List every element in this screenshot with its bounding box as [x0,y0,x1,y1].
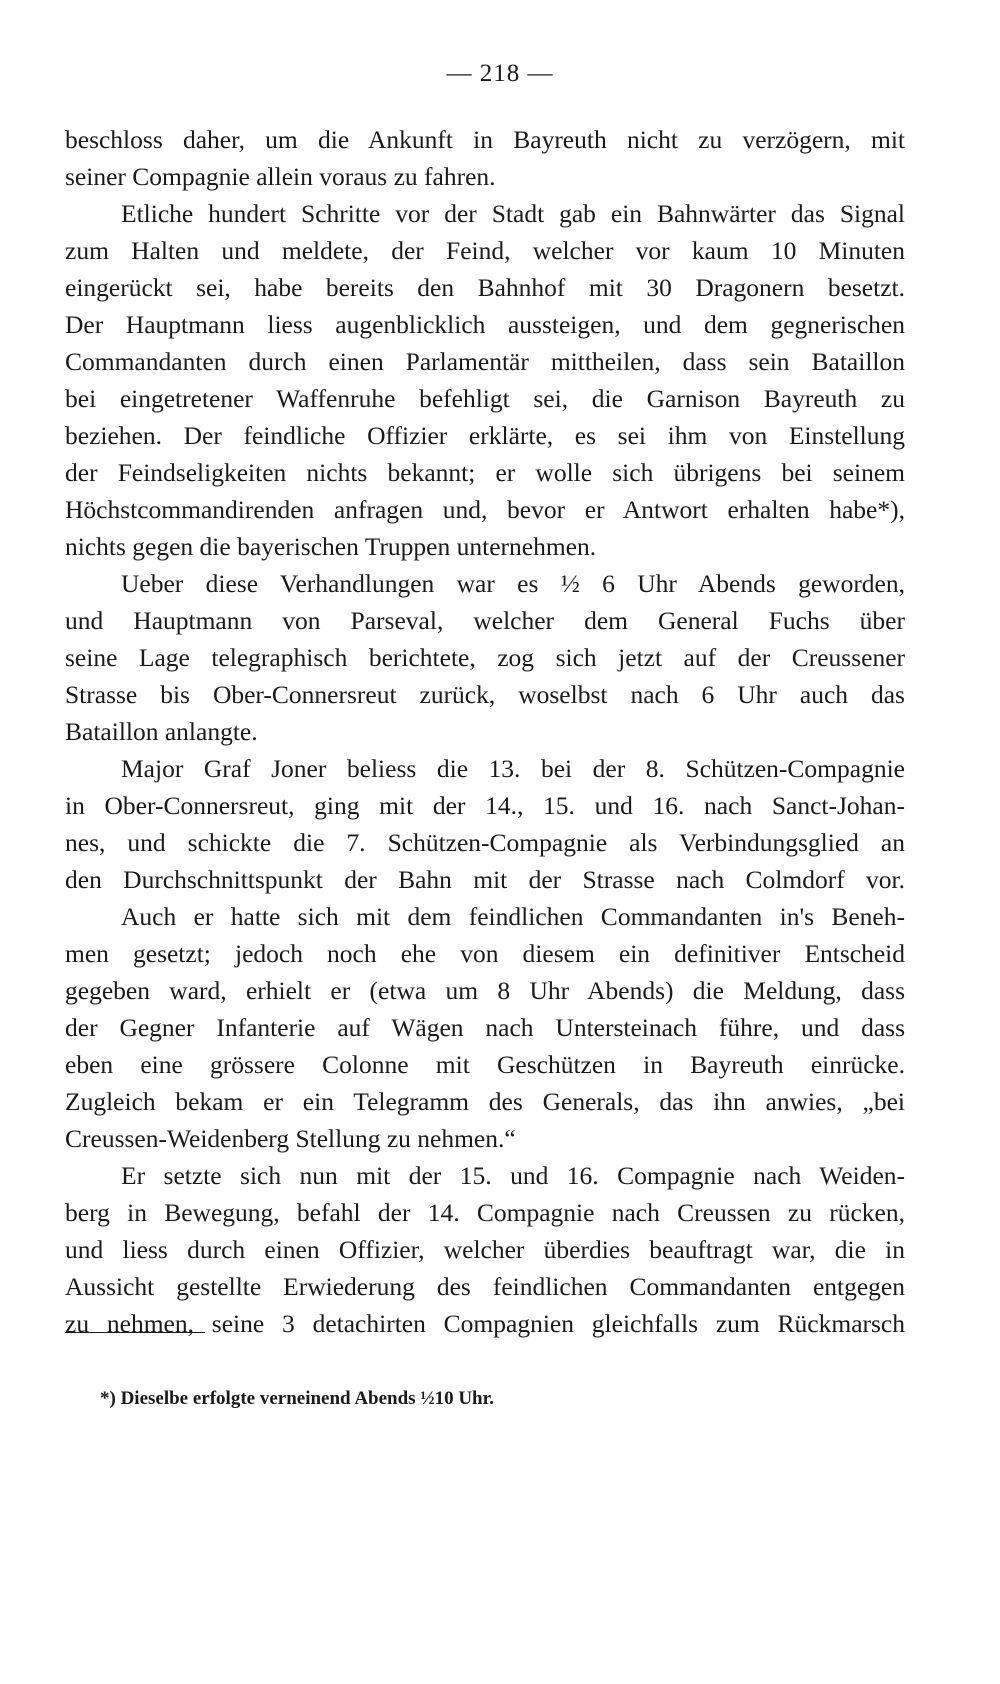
text-line: der Gegner Infanterie auf Wägen nach Untersteinach führe, und dass [65,1013,905,1042]
text-line: Creussen-Weidenberg Stellung zu nehmen.“ [65,1124,516,1153]
text-line: Major Graf Joner beliess die 13. bei der 8. Schützen-Compagnie [121,754,905,783]
text-line: Zugleich bekam er ein Telegramm des Generals, das ihn anwies, „bei [65,1087,905,1116]
text-line: beziehen. Der feindliche Offizier erklärte, es sei ihm von Einstellung [65,421,905,450]
text-line: nes, und schickte die 7. Schützen-Compagnie als Verbindungsglied an [65,828,905,857]
text-line: Der Hauptmann liess augenblicklich aussteigen, und dem gegnerischen [65,310,905,339]
text-line: in Ober-Connersreut, ging mit der 14., 15. und 16. nach Sanct-Johan- [65,791,905,820]
text-line: nichts gegen die bayerischen Truppen unternehmen. [65,532,597,561]
text-line: eingerückt sei, habe bereits den Bahnhof mit 30 Dragonern besetzt. [65,273,905,302]
body-text [65,121,905,1342]
text-line: bei eingetretener Waffenruhe befehligt sei, die Garnison Bayreuth zu [65,384,905,413]
text-line: Strasse bis Ober-Connersreut zurück, woselbst nach 6 Uhr auch das [65,680,905,709]
text-line: beschloss daher, um die Ankunft in Bayreuth nicht zu verzögern, mit [65,125,905,154]
text-line: seine Lage telegraphisch berichtete, zog sich jetzt auf der Creussener [65,643,905,672]
text-line: und Hauptmann von Parseval, welcher dem General Fuchs über [65,606,905,635]
page-number: — 218 — [446,60,554,87]
text-line: Er setzte sich nun mit der 15. und 16. Compagnie nach Weiden- [121,1161,905,1190]
text-line: und liess durch einen Offizier, welcher überdies beauftragt war, die in [65,1235,905,1264]
text-line: Commandanten durch einen Parlamentär mittheilen, dass sein Bataillon [65,347,905,376]
text-line: zum Halten und meldete, der Feind, welcher vor kaum 10 Minuten [65,236,905,265]
text-line: Bataillon anlangte. [65,717,258,746]
text-line: seiner Compagnie allein voraus zu fahren. [65,162,496,191]
text-line: Höchstcommandirenden anfragen und, bevor er Antwort erhalten habe*), [65,495,905,524]
text-line: Ueber diese Verhandlungen war es ½ 6 Uhr Abends geworden, [121,569,905,598]
footnote-divider [65,1332,205,1333]
text-line: Etliche hundert Schritte vor der Stadt gab ein Bahnwärter das Signal [121,199,905,228]
text-line: den Durchschnittspunkt der Bahn mit der Strasse nach Colmdorf vor. [65,865,905,894]
text-line: zu nehmen, seine 3 detachirten Compagnien gleichfalls zum Rückmarsch [65,1309,905,1338]
text-line: men gesetzt; jedoch noch ehe von diesem ein definitiver Entscheid [65,939,905,968]
text-line: berg in Bewegung, befahl der 14. Compagnie nach Creussen zu rücken, [65,1198,905,1227]
text-line: gegeben ward, erhielt er (etwa um 8 Uhr Abends) die Meldung, dass [65,976,905,1005]
text-line: der Feindseligkeiten nichts bekannt; er wolle sich übrigens bei seinem [65,458,905,487]
text-line: Auch er hatte sich mit dem feindlichen Commandanten in's Beneh- [121,902,905,931]
text-line: Aussicht gestellte Erwiederung des feindlichen Commandanten entgegen [65,1272,905,1301]
footnote: *) Dieselbe erfolgte verneinend Abends ½10 Uhr. [100,1388,495,1409]
text-line: eben eine grössere Colonne mit Geschützen in Bayreuth einrücke. [65,1050,905,1079]
